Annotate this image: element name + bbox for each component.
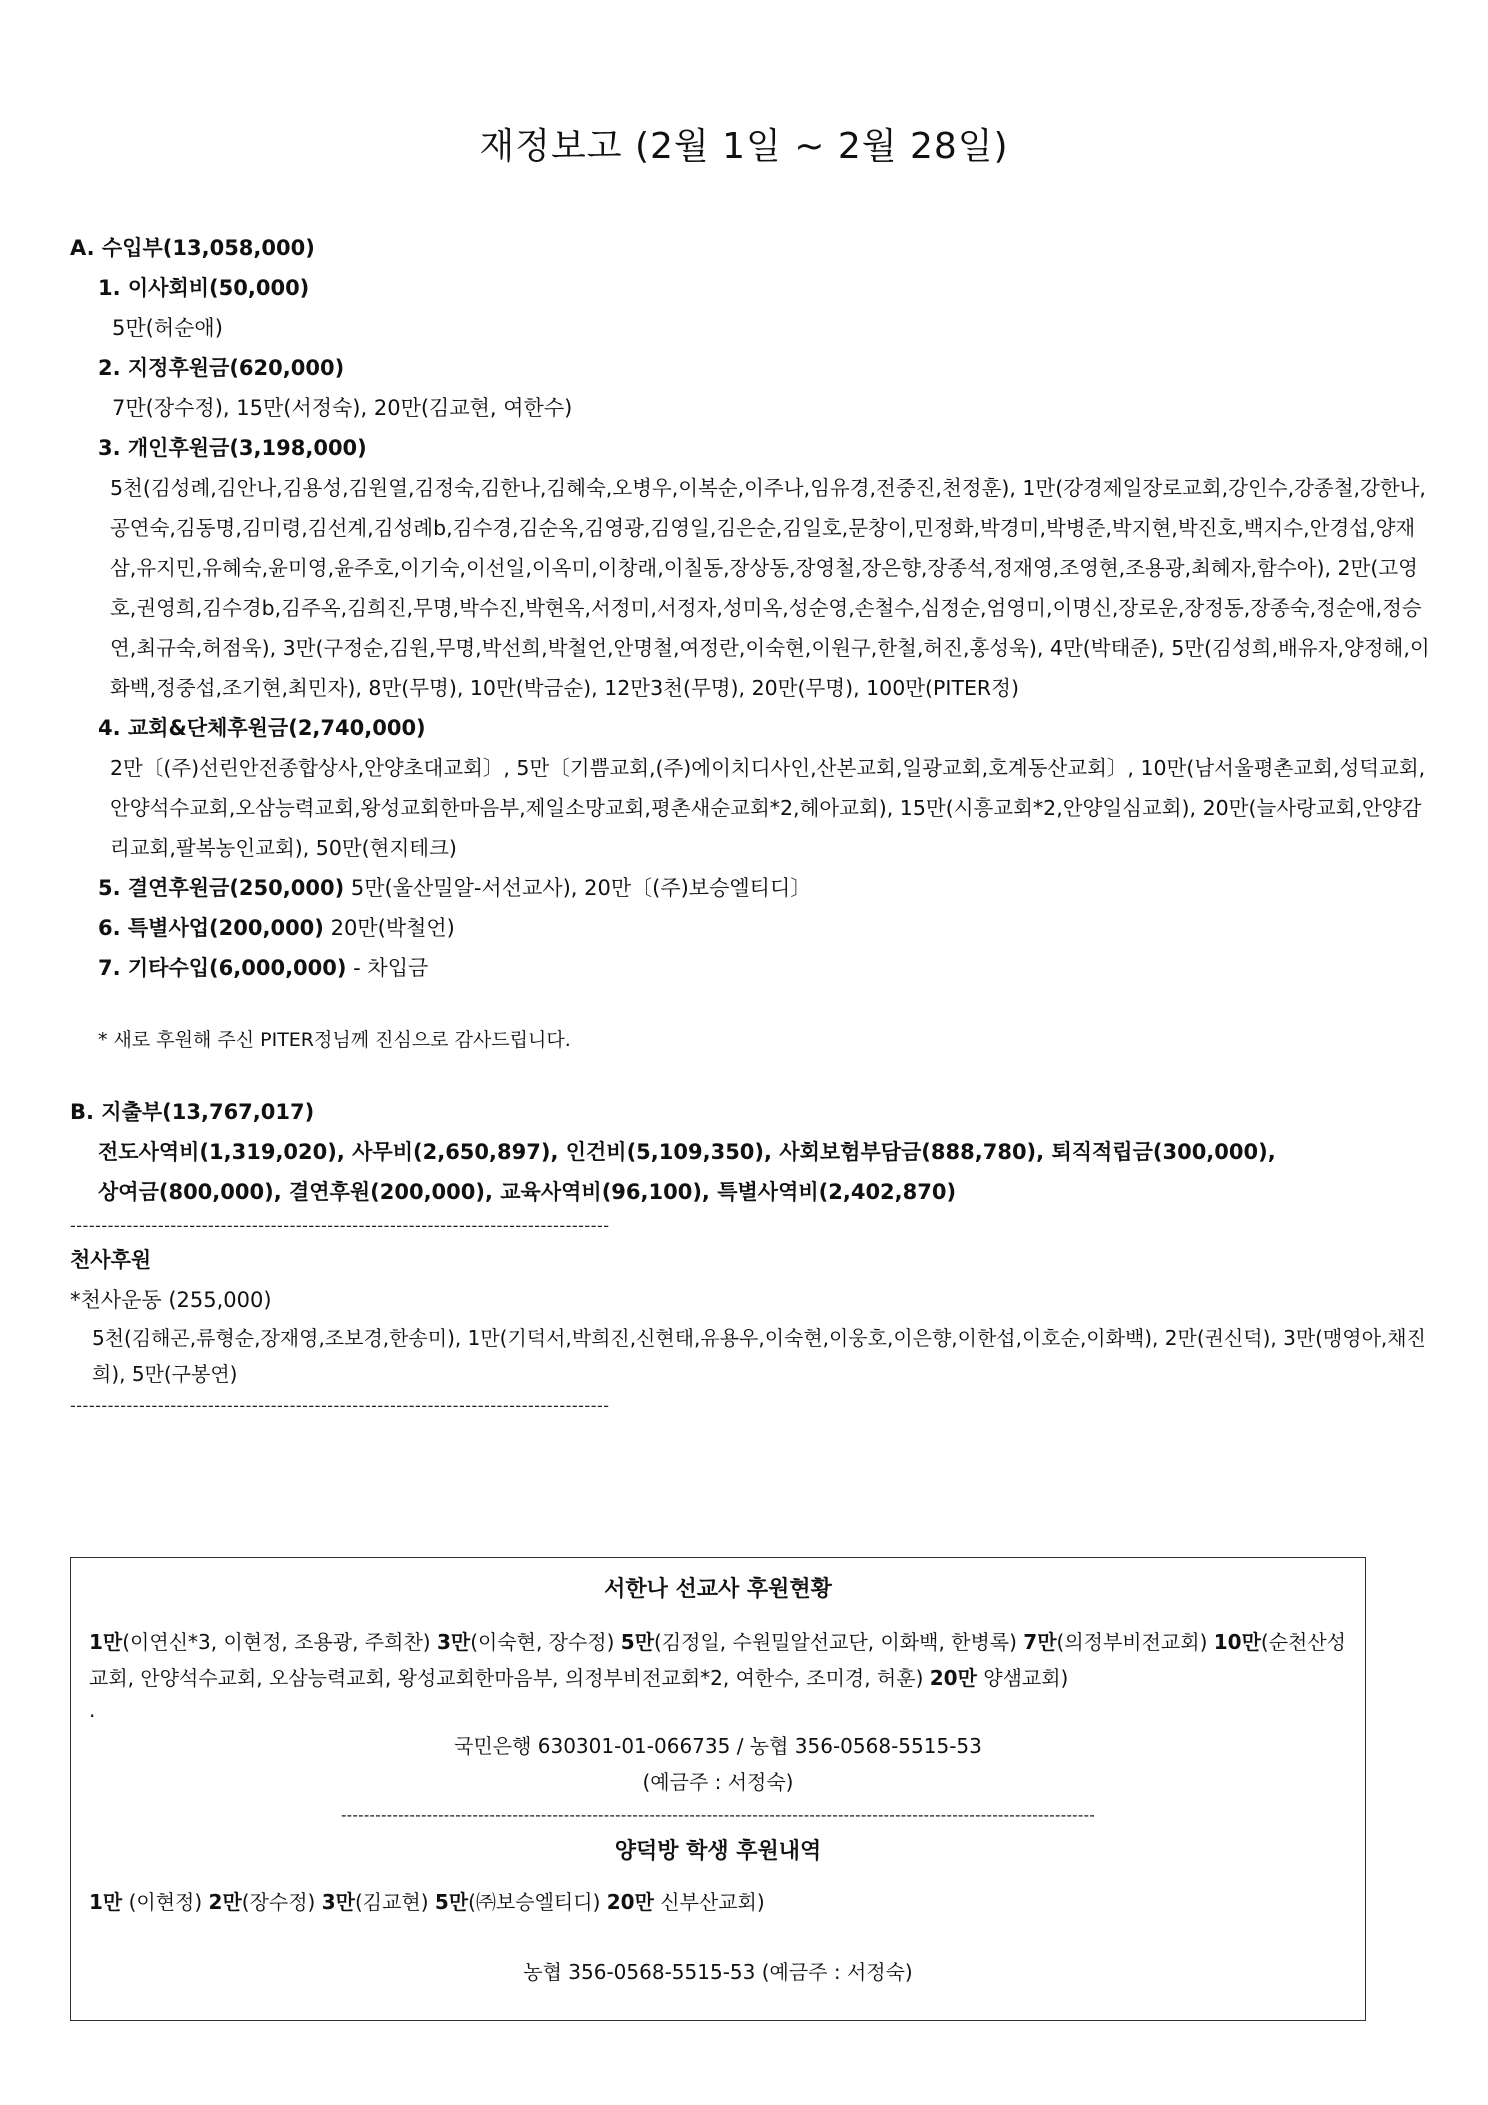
bank-accounts: 국민은행 630301-01-066735 / 농협 356-0568-5515-53 [454,1734,982,1758]
support-names: (의정부비전교회) [1056,1630,1208,1654]
income-item-detail: - 차입금 [353,956,429,980]
income-item-row [70,948,1430,988]
support-names: (㈜보승엘티디) [468,1890,601,1914]
account-holder: (예금주 : 서정숙) [642,1770,794,1794]
support-amount: 20만 [929,1666,977,1690]
income-item-label: 4. 교회&단체후원금(2,740,000) [98,716,426,740]
income-item-detail: 7만(장수정), 15만(서정숙), 20만(김교현, 여한수) [112,396,573,420]
student-support-title: 양덕방 학생 후원내역 [614,1839,822,1864]
income-item-row [70,908,1430,948]
support-amount: 5만 [620,1630,655,1654]
support-names: (김교현) [354,1890,429,1914]
income-item-detail: 5만(허순애) [112,316,223,340]
divider: -------------------------------------------------------------------------------------- [70,1216,610,1235]
missionary-support-list [71,1624,1365,1696]
income-item-detail: 2만〔(주)선린안전종합상사,안양초대교회〕, 5만〔기쁨교회,(주)에이치디사인,산본교회,일광교회,호계동산교회〕, 10만(남서울평촌교회,성덕교회,안양석수교회,오삼능력교회,왕성교회한마음부,제일소망교회,평촌새순교회*2,헤아교회), 15만(시흥교회*2,안양일심교회), 20만(늘사랑교회,안양감리교회,팔복농인교회), 50만(현지테크) [110,756,1426,860]
expense-heading: B. 지출부(13,767,017) [70,1100,315,1124]
support-names: 신부산교회) [660,1890,765,1914]
spacer [70,988,1430,1020]
support-amount: 1만 [89,1890,123,1914]
income-item-label: 3. 개인후원금(3,198,000) [98,436,367,460]
missionary-support-title: 서한나 선교사 후원현황 [604,1577,832,1602]
income-item-row [70,868,1430,908]
page-title: 재정보고 (2월 1일 ~ 2월 28일) [479,126,1009,167]
divider: -------------------------------------------------------------------------------------- [70,1396,610,1415]
missionary-support-box [70,1557,1366,2021]
support-amount: 3만 [436,1630,471,1654]
support-amount: 1만 [89,1630,123,1654]
income-item-detail: 5천(김성례,김안나,김용성,김원열,김정숙,김한나,김혜숙,오병우,이복순,이주나,임유경,전중진,천정훈), 1만(강경제일장로교회,강인수,강종철,강한나,공연숙,김동명,김미령,김선계,김성례b,김수경,김순옥,김영광,김영일,김은순,김일호,문창이,민정화,박경미,박병준,박지현,박진호,백지수,안경섭,양재삼,유지민,유혜숙,윤미영,윤주호,이기숙,이선일,이옥미,이창래,이칠동,장상동,장영철,장은향,장종석,정재영,조영현,조용광,최혜자,함수아), 2만(고영호,권영희,김수경b,김주옥,김희진,무명,박수진,박현옥,서정미,서정자,성미옥,성순영,손철수,심정순,엄영미,이명신,장로운,장정동,장종숙,정순애,정승연,최규숙,허점욱), 3만(구정순,김원,무명,박선희,박철언,안명철,여정란,이숙현,이원구,한철,허진,홍성욱), 4만(박태준), 5만(김성희,배유자,양정해,이화백,정중섭,조기현,최민자), 8만(무명), 10만(박금순), 12만3천(무명), 20만(무명), 100만(PITER정) [110,476,1430,700]
support-amount: 2만 [208,1890,242,1914]
dot-marker: . [89,1698,96,1722]
support-amount: 7만 [1023,1630,1057,1654]
report-body [70,228,1430,1420]
cheonsa-subheading: *천사운동 (255,000) [70,1288,272,1312]
income-item-label: 5. 결연후원금(250,000) [98,876,345,900]
spacer [70,1060,1430,1092]
cheonsa-heading: 천사후원 [70,1248,152,1272]
income-item-label: 2. 지정후원금(620,000) [98,356,345,380]
cheonsa-detail: 5천(김해곤,류형순,장재영,조보경,한송미), 1만(기덕서,박희진,신현태,유용우,이숙현,이웅호,이은향,이한섭,이호순,이화백), 2만(권신덕), 3만(맹영아,채진희), 5만(구봉연) [92,1326,1426,1386]
support-amount: 3만 [321,1890,355,1914]
support-names: (이숙현, 장수정) [470,1630,615,1654]
income-item-detail: 5만(울산밀알-서선교사), 20만〔(주)보승엘티디〕 [350,876,812,900]
expense-line: 전도사역비(1,319,020), 사무비(2,650,897), 인건비(5,109,350), 사회보험부담금(888,780), 퇴직적립금(300,000), [98,1140,1276,1164]
income-item-label: 7. 기타수입(6,000,000) [98,956,347,980]
income-item-detail: 20만(박철언) [330,916,455,940]
bank-account-student: 농협 356-0568-5515-53 (예금주 : 서정숙) [523,1960,913,1984]
support-names: (김정일, 수원밀알선교단, 이화백, 한병록) [654,1630,1017,1654]
support-amount: 10만 [1213,1630,1261,1654]
student-support-list [71,1884,1365,1920]
support-names: (순천산성교회, 안양석수교회, 오삼능력교회, 왕성교회한마음부, 의정부비전교회*2, 여한수, 조미경, 허훈) [89,1630,1346,1690]
support-names: (장수정) [241,1890,316,1914]
support-names: (이현정) [128,1890,203,1914]
box-divider: ------------------------------------------------------------------------------------------------------------------------------------ [340,1806,1096,1824]
expense-line: 상여금(800,000), 결연후원(200,000), 교육사역비(96,100), 특별사역비(2,402,870) [98,1180,957,1204]
thanks-note: * 새로 후원해 주신 PITER정님께 진심으로 감사드립니다. [98,1029,571,1051]
support-amount: 5만 [434,1890,469,1914]
support-names: (이연신*3, 이현정, 조용광, 주희찬) [122,1630,431,1654]
income-item-label: 1. 이사회비(50,000) [98,276,310,300]
support-amount: 20만 [606,1890,654,1914]
income-heading: A. 수입부(13,058,000) [70,236,315,260]
support-names: 양샘교회) [983,1666,1069,1690]
income-item-label: 6. 특별사업(200,000) [98,916,324,940]
